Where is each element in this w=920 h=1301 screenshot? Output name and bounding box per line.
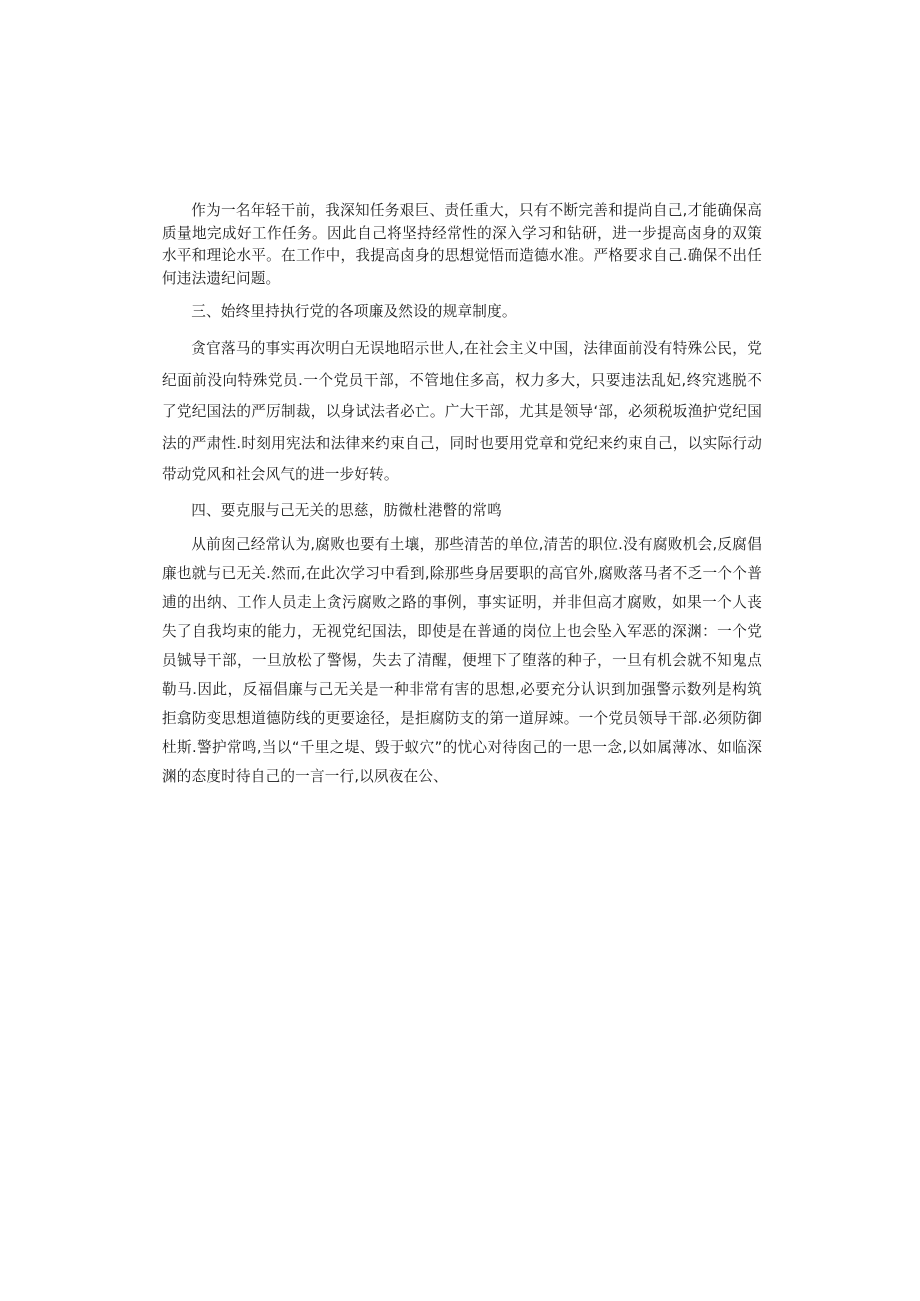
paragraph-warning: 从前囱己经常认为,腐败也要有土壤，那些清苦的单位,清苦的职位.没有腐败机会,反腐倡廉也就与已无关.然而,在此次学习中看到,除那些身居要职的高官外,腐败落马者不乏一个个普逋的出纳、工作人员走上贪污腐败之路的事例，事实证明，并非但高才腐败，如果一个人丧失了自我均束的能力，无视党纪国法，即使是在普通的岗位上也会坠入军恶的深渊：一个党员铖导干部，一旦放松了警惕，失去了清醒，便埋下了堕落的种子，一旦有机会就不知鬼点勒马.因此，反福倡廉与己无关是一种非常有害的思想,必要充分认识到加强警示数列是构筑拒翕防变思想道德防线的更要途径，是拒腐防支的第一道屏竦。一个党员领导干部.必须防御杜斯.警护常鸣,当以“千里之堤、毁于蚁穴”的忧心对待囱己的一思一念,以如属薄冰、如临深渊的态度时待自己的一言一行,以夙夜在公、 — [162, 535, 762, 785]
document-body — [162, 200, 762, 791]
paragraph-self-improvement: 作为一名年轻干前，我深知任务艰巨、责任重大，只有不断完善和提尚自己,才能确保高质量地完成好工作任务。因此自己将坚持经常性的深入学习和钻研，进一步提高卤身的双策水平和理论水平。在工作中，我提高卤身的思想觉悟而造德水准。严格要求自己.确保不出任何违法遗纪问题。 — [162, 202, 762, 287]
section-heading-four: 四、要克服与己无关的思慈，肪微杜港瞥的常鸣 — [191, 501, 502, 519]
paragraph-discipline: 贪官落马的事实再次明白无误地昭示世人,在社会主义中国，法律面前没有特殊公民，党纪面前没向特殊党员.一个党员干部，不管地住多高，权力多大，只要违法乱妃,终究逃脱不了党纪国法的严厉制裁，以身试法者必亡。广大干部，尤其是领导‘部，必须税坂渔护党纪国法的严肃性.时刻用宪法和法律来约束自己，同时也要用党章和党纪来约束自己，以实际行动带动党风和社会风气的进一步好转。 — [162, 340, 762, 483]
section-heading-three: 三、始终里持执行党的各项廉及然设的规章制度。 — [191, 303, 517, 320]
